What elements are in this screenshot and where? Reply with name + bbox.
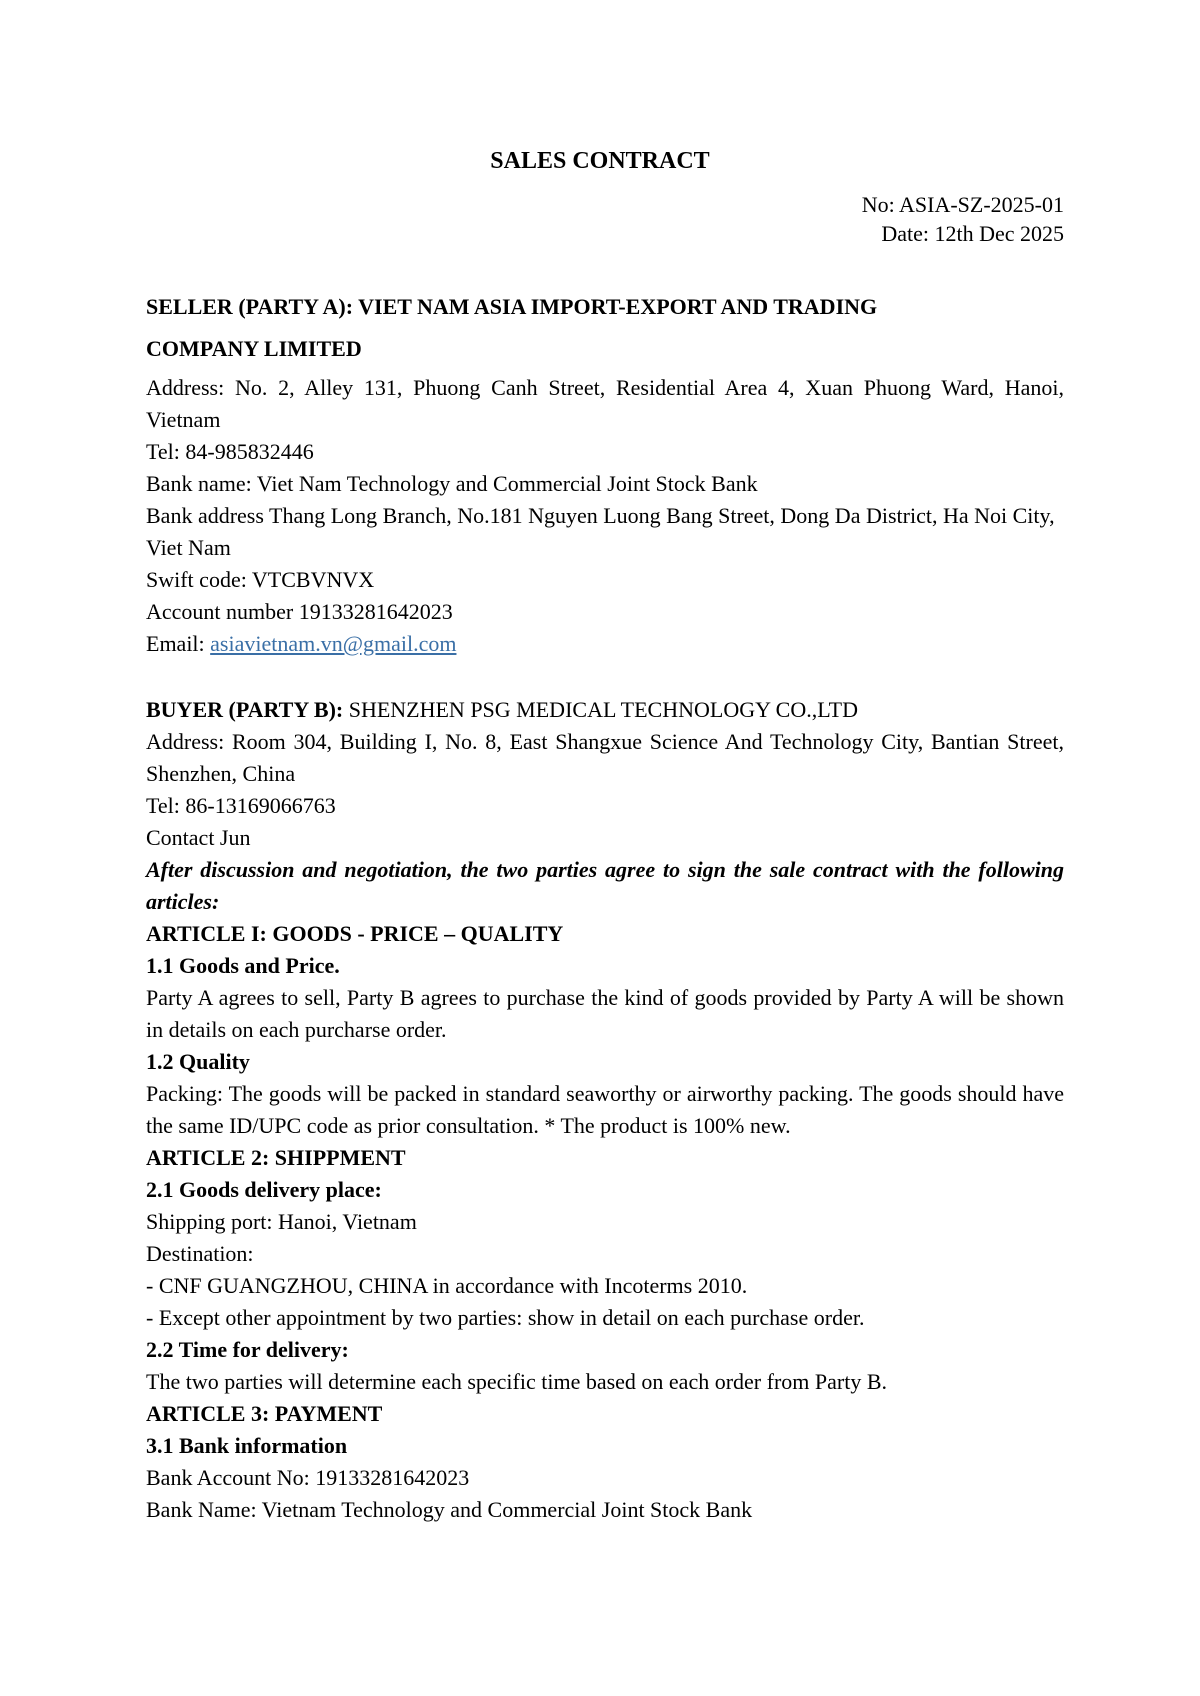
bank-account-no: Bank Account No: 19133281642023 [146,1465,470,1490]
seller-email-link[interactable]: asiavietnam.vn@gmail.com [210,631,457,656]
buyer-tel: Tel: 86-13169066763 [146,793,336,818]
seller-heading-line1: SELLER (PARTY A): VIET NAM ASIA IMPORT-EXPORT AND TRADING [146,294,878,319]
section-1-1-heading: 1.1 Goods and Price. [146,953,340,978]
seller-heading-line2: COMPANY LIMITED [146,336,362,361]
seller-swift-code: Swift code: VTCBVNVX [146,567,375,592]
buyer-label: BUYER (PARTY B): [146,697,344,722]
seller-bank-name: Bank name: Viet Nam Technology and Commercial Joint Stock Bank [146,471,758,496]
seller-address: Address: No. 2, Alley 131, Phuong Canh Street, Residential Area 4, Xuan Phuong Ward, Hanoi, Vietnam [146,375,1064,432]
section-1-2-heading: 1.2 Quality [146,1049,250,1074]
contract-number: No: ASIA-SZ-2025-01 [861,192,1064,217]
section-1-2-text: Packing: The goods will be packed in standard seaworthy or airworthy packing. The goods should have the same ID/UPC code as prior consultation. * The product is 100% new. [146,1081,1064,1138]
article1-heading: ARTICLE I: GOODS - PRICE – QUALITY [146,921,564,946]
shipping-port: Shipping port: Hanoi, Vietnam [146,1209,417,1234]
buyer-contact: Contact Jun [146,825,251,850]
destination-item-1: - CNF GUANGZHOU, CHINA in accordance with Incoterms 2010. [146,1273,748,1298]
buyer-name: SHENZHEN PSG MEDICAL TECHNOLOGY CO.,LTD [343,697,858,722]
article3-heading: ARTICLE 3: PAYMENT [146,1401,383,1426]
section-1-1-text: Party A agrees to sell, Party B agrees to purchase the kind of goods provided by Party A will be shown in details on each purcharse order. [146,985,1064,1042]
bank-name: Bank Name: Vietnam Technology and Commercial Joint Stock Bank [146,1497,753,1522]
seller-heading [146,286,1064,370]
seller-details [146,372,1064,660]
section-2-1-heading: 2.1 Goods delivery place: [146,1177,382,1202]
intro-statement: After discussion and negotiation, the two parties agree to sign the sale contract with the following articles: [146,857,1064,914]
article2-heading: ARTICLE 2: SHIPPMENT [146,1145,406,1170]
section-3-1-heading: 3.1 Bank information [146,1433,348,1458]
destination-label: Destination: [146,1241,254,1266]
destination-item-2: - Except other appointment by two parties: show in detail on each purchase order. [146,1305,865,1330]
section-2-2-heading: 2.2 Time for delivery: [146,1337,349,1362]
contract-meta [862,190,1064,248]
seller-bank-address: Bank address Thang Long Branch, No.181 Nguyen Luong Bang Street, Dong Da District, Ha Noi City, Viet Nam [146,503,1055,560]
section-2-2-text: The two parties will determine each specific time based on each order from Party B. [146,1369,888,1394]
seller-tel: Tel: 84-985832446 [146,439,314,464]
seller-account-number: Account number 19133281642023 [146,599,453,624]
seller-email [146,628,1064,660]
contract-date: Date: 12th Dec 2025 [881,221,1064,246]
seller-email-label: Email: [146,631,211,656]
buyer-heading [146,694,1064,726]
document-title: SALES CONTRACT [490,148,710,174]
buyer-address: Address: Room 304, Building I, No. 8, East Shangxue Science And Technology City, Bantian Street, Shenzhen, China [146,729,1064,786]
buyer-and-articles [146,694,1064,1526]
